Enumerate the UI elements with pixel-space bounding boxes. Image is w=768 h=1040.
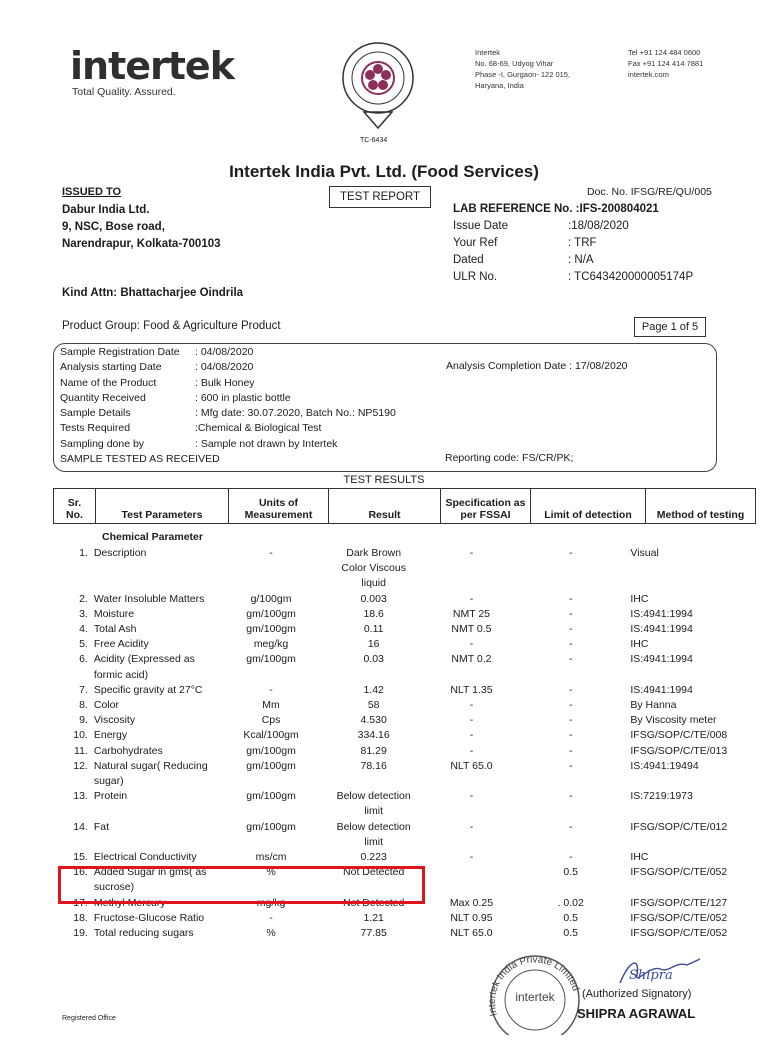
- table-row: [53, 592, 733, 607]
- table-row: [53, 759, 733, 789]
- cell-no: 8.: [79, 699, 88, 712]
- cell-method: IS:4941:1994: [630, 623, 693, 636]
- cell-no: 4.: [79, 623, 88, 636]
- cell-no: 11.: [74, 744, 88, 757]
- table-row: [53, 546, 733, 592]
- cell-unit: gm/100gm: [246, 744, 296, 757]
- cell-spec: NMT 0.5: [451, 623, 492, 636]
- cell-param: Description: [93, 547, 147, 559]
- cell-unit: gm/100gm: [246, 790, 296, 803]
- reference-row: ULR No. : TC643420000005174P: [453, 271, 694, 283]
- cell-unit: -: [269, 683, 273, 696]
- issued-to-label: ISSUED TO: [62, 186, 122, 198]
- cell-unit: meg/kg: [253, 638, 289, 651]
- cell-param: Protein: [93, 790, 128, 803]
- sample-info-row: Sampling done by : Sample not drawn by Intertek: [60, 437, 338, 450]
- authorized-signatory-label: (Authorized Signatory): [582, 988, 692, 1000]
- cell-no: 3.: [79, 607, 88, 620]
- cell-lod: -: [568, 653, 573, 666]
- table-row: [53, 607, 733, 622]
- table-row: [53, 789, 733, 819]
- table-row: [53, 622, 733, 637]
- cell-no: 18.: [73, 911, 88, 924]
- cell-lod: -: [568, 607, 573, 620]
- highlight-box: [58, 866, 425, 904]
- cell-unit: mg/kg: [256, 896, 286, 909]
- sample-info: [60, 345, 396, 467]
- cell-no: 16.: [73, 866, 88, 879]
- cell-spec: NLT 65.0: [450, 759, 493, 772]
- cell-lod: -: [568, 699, 573, 712]
- svg-text:Intertek India Private Limited: Intertek India Private Limited: [486, 954, 582, 1018]
- cell-method: IS:4941:1994: [630, 653, 693, 666]
- cell-unit: %: [266, 866, 276, 879]
- cell-unit: %: [266, 927, 276, 940]
- cell-param: Electrical Conductivity: [93, 851, 197, 864]
- cell-unit: Kcal/100gm: [243, 729, 299, 742]
- accreditation-seal: [336, 40, 420, 141]
- cell-method: IS:4941:1994: [630, 683, 693, 696]
- cell-method: IHC: [630, 851, 649, 864]
- cell-param: Viscosity: [93, 714, 136, 727]
- cell-result: 78.16: [360, 759, 387, 772]
- cell-param: Natural sugar( Reducing sugar): [93, 759, 208, 788]
- cell-spec: -: [469, 729, 474, 742]
- cell-param: Color: [93, 699, 119, 712]
- company-title: Intertek India Pvt. Ltd. (Food Services): [229, 162, 539, 181]
- cell-method: By Viscosity meter: [630, 714, 717, 727]
- cell-result: 0.11: [363, 623, 384, 636]
- cell-spec: -: [469, 638, 474, 651]
- cell-result: 1.21: [363, 911, 384, 924]
- cell-method: IS:4941:19494: [630, 759, 699, 772]
- sample-info-row: Analysis starting Date : 04/08/2020: [60, 361, 254, 374]
- table-row: [53, 683, 733, 698]
- cell-no: 2.: [79, 592, 88, 605]
- kind-attention: Kind Attn: Bhattacharjee Oindrila: [62, 287, 244, 299]
- cell-no: 9.: [79, 714, 88, 727]
- cell-method: IHC: [630, 638, 649, 651]
- cell-result: 16: [367, 638, 380, 651]
- cell-no: 7.: [79, 683, 88, 696]
- cell-unit: gm/100gm: [246, 653, 296, 666]
- cell-method: IFSG/SOP/C/TE/127: [630, 896, 728, 909]
- cell-spec: -: [469, 714, 474, 727]
- cell-result: Below detection limit: [336, 790, 411, 818]
- cell-result: 0.223: [360, 851, 387, 864]
- cell-param: Specific gravity at 27°C: [93, 683, 203, 696]
- cell-param: Fructose-Glucose Ratio: [93, 911, 205, 924]
- cell-no: 1.: [79, 547, 88, 559]
- reference-row: LAB REFERENCE No. :IFS-200804021: [453, 203, 659, 215]
- cell-lod: -: [568, 592, 573, 605]
- cell-param: Methyl Mercury: [93, 896, 166, 909]
- cell-spec: NMT 0.2: [451, 653, 492, 666]
- cell-no: 13.: [73, 790, 88, 803]
- cell-param: Water Insoluble Matters: [93, 592, 205, 605]
- cell-no: 14.: [73, 820, 88, 833]
- cell-param: Moisture: [93, 607, 135, 620]
- cell-method: IS:7219:1973: [630, 790, 693, 803]
- cell-lod: . 0.02: [557, 896, 584, 909]
- cell-lod: -: [568, 759, 573, 772]
- cell-param: Energy: [93, 729, 128, 742]
- sample-info-row: Sample Registration Date : 04/08/2020: [60, 346, 254, 358]
- cell-lod: 0.5: [563, 866, 578, 879]
- column-header: Units of Measurement: [229, 489, 329, 524]
- cell-spec: NLT 1.35: [450, 683, 493, 696]
- cell-unit: Mm: [262, 699, 280, 712]
- table-row: [53, 820, 733, 850]
- cell-lod: 0.5: [563, 911, 578, 924]
- cell-spec: NLT 65.0: [450, 927, 493, 940]
- sample-info-row: Quantity Received : 600 in plastic bottle: [60, 391, 291, 404]
- cell-unit: -: [269, 911, 273, 924]
- cell-result: 77.85: [360, 927, 387, 940]
- cell-lod: -: [568, 638, 573, 651]
- cell-lod: -: [568, 729, 573, 742]
- cell-unit: gm/100gm: [246, 607, 296, 620]
- svg-text:Shipra: Shipra: [629, 968, 673, 983]
- cell-lod: -: [568, 623, 573, 636]
- column-header: Limit of detection: [531, 489, 646, 524]
- seal-code: TC-6434: [360, 137, 388, 144]
- cell-result: 0.003: [360, 592, 387, 605]
- cell-method: Visual: [630, 547, 659, 559]
- cell-spec: -: [469, 851, 474, 864]
- product-group: Product Group: Food & Agriculture Product: [62, 320, 281, 332]
- cell-spec: -: [469, 744, 474, 757]
- cell-result: 58: [367, 699, 380, 712]
- table-row: [53, 850, 733, 865]
- cell-method: IFSG/SOP/C/TE/052: [630, 911, 728, 924]
- cell-unit: gm/100gm: [246, 759, 296, 772]
- cell-method: IFSG/SOP/C/TE/012: [630, 820, 728, 833]
- sample-info-row: Sample Details : Mfg date: 30.07.2020, Batch No.: NP5190: [60, 407, 396, 420]
- cell-lod: -: [568, 744, 573, 757]
- signatory-name: SHIPRA AGRAWAL: [577, 1006, 696, 1021]
- cell-lod: -: [568, 683, 573, 696]
- cell-unit: Cps: [261, 714, 281, 727]
- cell-no: 10.: [73, 729, 88, 742]
- cell-result: 18.6: [363, 607, 384, 620]
- cell-param: Carbohydrates: [93, 744, 163, 757]
- cell-lod: -: [568, 851, 573, 864]
- column-header: Sr. No.: [54, 489, 96, 524]
- cell-result: 4.530: [360, 714, 387, 727]
- cell-param: Total reducing sugars: [93, 927, 194, 940]
- cell-result: Not Detected: [343, 896, 405, 909]
- intertek-logo: intertek: [70, 44, 234, 88]
- document-number: Doc. No. IFSG/RE/QU/005: [587, 186, 712, 198]
- cell-spec: NLT 0.95: [450, 911, 493, 924]
- test-results-title: TEST RESULTS: [343, 474, 425, 486]
- cell-param: Free Acidity: [93, 638, 149, 651]
- cell-result: 0.03: [363, 653, 384, 666]
- cell-lod: -: [568, 790, 573, 803]
- cell-result: 1.42: [363, 683, 384, 696]
- cell-unit: -: [269, 547, 273, 559]
- table-row: [53, 744, 733, 759]
- sample-info-row: Tests Required :Chemical & Biological Test: [60, 422, 322, 435]
- table-row: [53, 652, 733, 682]
- cell-method: IFSG/SOP/C/TE/052: [630, 927, 728, 940]
- cell-unit: gm/100gm: [246, 623, 296, 636]
- analysis-completion-date: Analysis Completion Date : 17/08/2020: [446, 360, 628, 372]
- logo-tagline: Total Quality. Assured.: [72, 86, 176, 98]
- cell-unit: g/100gm: [250, 592, 292, 605]
- cell-unit: gm/100gm: [246, 820, 296, 833]
- svg-text:intertek: intertek: [515, 990, 555, 1004]
- reference-details: [453, 201, 693, 286]
- company-stamp: [485, 945, 585, 1040]
- cell-no: 5.: [79, 638, 88, 651]
- results-header: [53, 488, 756, 524]
- cell-spec: NMT 25: [452, 607, 491, 620]
- cell-spec: [428, 865, 515, 895]
- reporting-code: Reporting code: FS/CR/PK;: [445, 452, 574, 464]
- cell-lod: 0.5: [563, 927, 578, 940]
- issued-to-address: Dabur India Ltd. 9, NSC, Bose road, Narendrapur, Kolkata-700103: [62, 204, 221, 250]
- cell-spec: -: [469, 592, 474, 605]
- cell-result: Dark Brown Color Viscous liquid: [341, 547, 406, 590]
- cell-lod: -: [568, 547, 573, 559]
- cell-result: 334.16: [357, 729, 390, 742]
- sample-info-row: SAMPLE TESTED AS RECEIVED: [60, 453, 220, 466]
- company-address: Intertek No. 68-69, Udyog Vihar Phase -I, Gurgaon- 122 015, Haryana, India: [475, 48, 571, 90]
- cell-no: 12.: [73, 759, 88, 772]
- column-header: Specification as per FSSAI: [441, 489, 531, 524]
- cell-no: 6.: [79, 653, 88, 666]
- table-row: [53, 728, 733, 743]
- column-header: Result: [329, 489, 441, 524]
- cell-method: IFSG/SOP/C/TE/008: [630, 729, 728, 742]
- cell-spec: -: [469, 790, 474, 803]
- reference-row: Your Ref : TRF: [453, 237, 597, 249]
- cell-lod: -: [568, 714, 573, 727]
- cell-param: Fat: [93, 820, 110, 833]
- cell-method: By Hanna: [630, 699, 677, 712]
- test-report-label: TEST REPORT: [329, 186, 431, 208]
- cell-spec: -: [469, 820, 474, 833]
- table-row: [53, 926, 733, 941]
- company-contact: Tel +91 124 484 0600 Fax +91 124 414 7881 intertek.com: [628, 48, 704, 79]
- cell-no: 17.: [73, 896, 88, 909]
- cell-no: 15.: [73, 851, 88, 864]
- sample-info-row: Name of the Product : Bulk Honey: [60, 376, 255, 389]
- table-row: [53, 911, 733, 926]
- cell-result: 81.29: [360, 744, 387, 757]
- cell-spec: -: [469, 547, 474, 559]
- reference-row: Issue Date :18/08/2020: [453, 220, 629, 232]
- table-row: [53, 713, 733, 728]
- cell-method: IS:4941:1994: [630, 607, 693, 620]
- page-number: Page 1 of 5: [634, 317, 706, 337]
- cell-spec: -: [469, 699, 474, 712]
- cell-method: IFSG/SOP/C/TE/052: [630, 866, 728, 879]
- registered-office: Registered Office: [62, 1015, 116, 1022]
- reference-row: Dated : N/A: [453, 254, 594, 266]
- column-header: Method of testing: [646, 489, 756, 524]
- cell-param: Added Sugar in gms( as sucrose): [93, 866, 207, 894]
- cell-spec: Max 0.25: [449, 896, 494, 909]
- cell-lod: -: [568, 820, 573, 833]
- cell-result: Not Detected: [343, 866, 405, 879]
- table-row: [53, 698, 733, 713]
- column-header: Test Parameters: [96, 489, 229, 524]
- table-row: [53, 637, 733, 652]
- section-heading: Chemical Parameter: [102, 531, 203, 543]
- cell-no: 19.: [73, 927, 88, 940]
- cell-method: IHC: [630, 592, 649, 605]
- cell-result: Below detection limit: [336, 820, 411, 848]
- cell-param: Acidity (Expressed as formic acid): [93, 653, 195, 681]
- cell-method: IFSG/SOP/C/TE/013: [630, 744, 728, 757]
- cell-param: Total Ash: [93, 623, 137, 636]
- cell-unit: ms/cm: [255, 851, 287, 864]
